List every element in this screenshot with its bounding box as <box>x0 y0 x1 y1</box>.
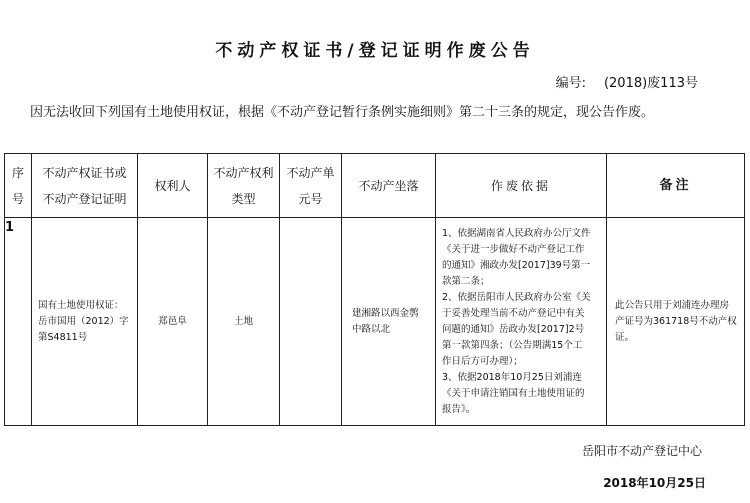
cell-seq: 1 <box>5 218 32 426</box>
header-seq: 序 号 <box>5 154 32 218</box>
cell-basis: 1、依据湖南省人民政府办公厅文件 《关于进一步做好不动产登记工作 的通知》湘政办发[2017]39号第一 款第二条； 2、依据岳阳市人民政府办公室《关 于妥善处理当前不动产登记中有关 问题的通知》岳政办发[2017]2号 第一款第四条；（公告期满15个工 作日后方可办理）； 3、依据2018年10月25日刘浦连 《关于申请注销国有土地使用证的 报告》。 <box>436 218 607 426</box>
document-number-label: 编号: <box>555 76 586 91</box>
table-row <box>5 218 745 426</box>
header-unit-number: 不动产单 元号 <box>280 154 342 218</box>
header-remark: 备注 <box>607 154 745 218</box>
notice-table <box>4 153 745 426</box>
header-location: 不动产坐落 <box>342 154 436 218</box>
cell-right-type: 土地 <box>208 218 280 426</box>
table-header-row <box>5 154 745 218</box>
document-number <box>556 72 698 91</box>
header-holder: 权利人 <box>138 154 208 218</box>
issue-date: 2018年10月25日 <box>603 476 706 490</box>
intro-paragraph: 因无法收回下列国有土地使用权证，根据《不动产登记暂行条例实施细则》第二十三条的规定，现公告作废。 <box>30 105 655 120</box>
cell-location: 建湘路以西金鹗 中路以北 <box>342 218 436 426</box>
issuing-organization: 岳阳市不动产登记中心 <box>581 444 702 458</box>
cell-remark: 此公告只用于刘浦连办理房 产证号为361718号不动产权 证。 <box>607 218 745 426</box>
header-basis: 作废依据 <box>436 154 607 218</box>
document-number-value: (2018)废113号 <box>603 76 698 91</box>
cell-certificate: 国有土地使用权证： 岳市国用（2012）字 第S4811号 <box>32 218 138 426</box>
cell-unit-number <box>280 218 342 426</box>
header-certificate: 不动产权证书或 不动产登记证明 <box>32 154 138 218</box>
header-right-type: 不动产权利 类型 <box>208 154 280 218</box>
notice-title: 不动产权证书/登记证明作废公告 <box>215 41 535 61</box>
cell-holder: 郑邑阜 <box>138 218 208 426</box>
